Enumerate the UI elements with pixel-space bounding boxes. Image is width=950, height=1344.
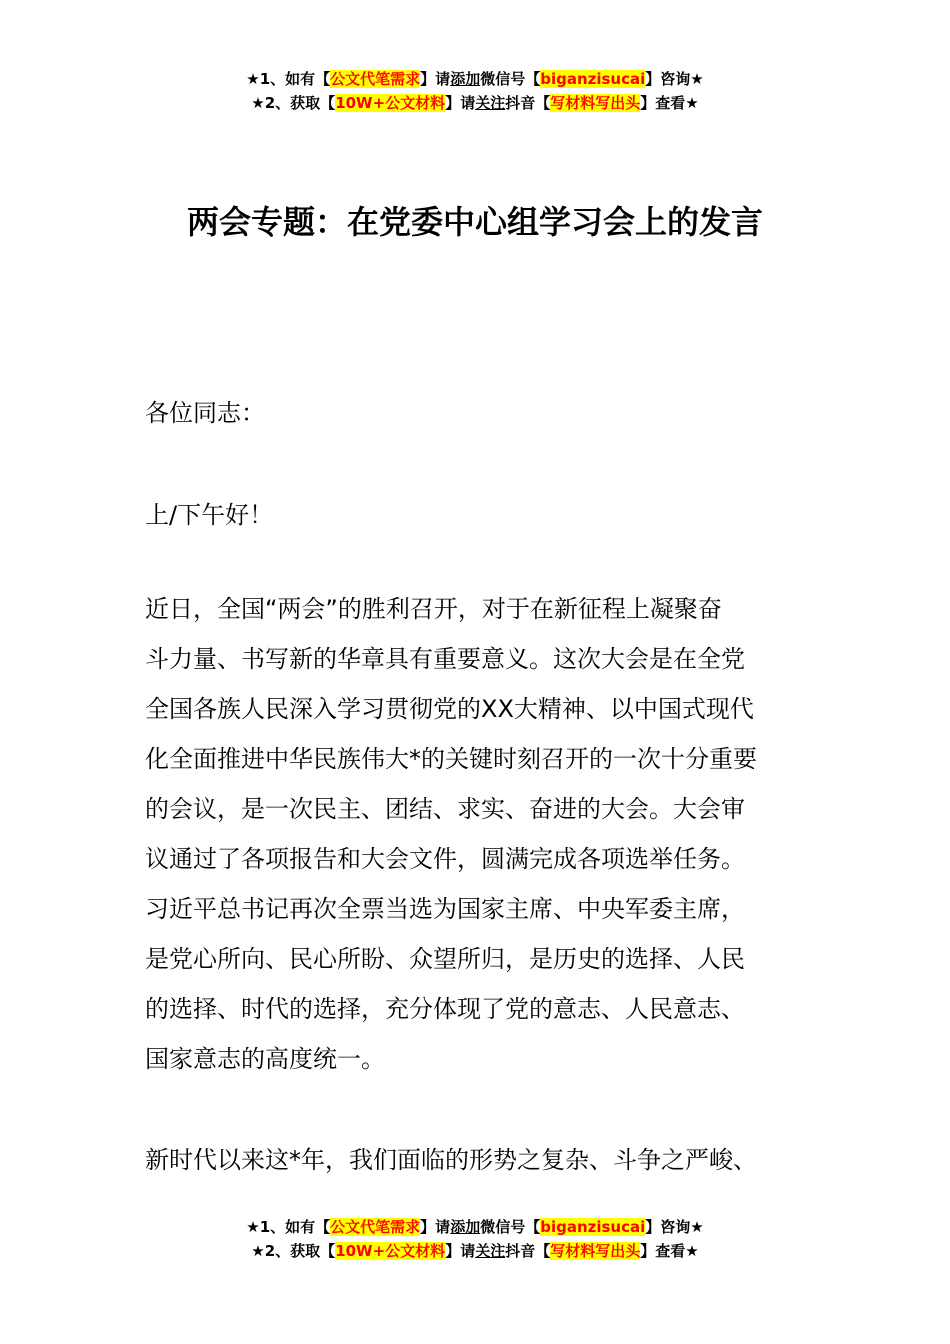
top-banner <box>0 67 950 115</box>
banner-text: 】请 <box>420 70 451 88</box>
document-title: 两会专题：在党委中心组学习会上的发言 <box>186 203 763 241</box>
banner-highlight: 写材料写出头 <box>550 1242 641 1260</box>
banner-line-1 <box>0 67 950 91</box>
banner-highlight: biganzisucai <box>540 70 646 88</box>
paragraph-line: 习近平总书记再次全票当选为国家主席、中央军委主席， <box>145 895 745 923</box>
paragraph-line: 近日，全国“两会”的胜利召开，对于在新征程上凝聚奋 <box>145 595 722 623</box>
paragraph-line: 斗力量、书写新的华章具有重要意义。这次大会是在全党 <box>145 645 745 673</box>
bottom-banner <box>0 1215 950 1263</box>
banner-text: 微信号【 <box>480 70 541 88</box>
banner-text: ★1、如有【 <box>246 1218 331 1236</box>
banner-text: ★2、获取【 <box>251 94 336 112</box>
banner-underlined: 添加 <box>450 70 481 88</box>
paragraph-line: 国家意志的高度统一。 <box>145 1045 385 1073</box>
banner-underlined: 关注 <box>475 1242 506 1260</box>
banner-line-2 <box>0 91 950 115</box>
banner-underlined: 添加 <box>450 1218 481 1236</box>
greeting-text: 各位同志： <box>145 399 265 427</box>
paragraph-line: 议通过了各项报告和大会文件，圆满完成各项选举任务。 <box>145 845 745 873</box>
paragraph-2 <box>145 1135 810 1185</box>
banner-underlined: 关注 <box>475 94 506 112</box>
paragraph-line: 全国各族人民深入学习贯彻党的XX大精神、以中国式现代 <box>145 695 754 723</box>
banner-line-1 <box>0 1215 950 1239</box>
banner-highlight: 公文代笔需求 <box>330 70 421 88</box>
banner-text: 】咨询★ <box>645 1218 704 1236</box>
banner-highlight: 公文代笔需求 <box>330 1218 421 1236</box>
banner-text: 】咨询★ <box>645 70 704 88</box>
salutation-text: 上/下午好！ <box>145 501 274 529</box>
banner-text: 】查看★ <box>640 94 699 112</box>
banner-text: 微信号【 <box>480 1218 541 1236</box>
banner-text: 】请 <box>445 1242 476 1260</box>
banner-text: 】请 <box>445 94 476 112</box>
banner-text: 】请 <box>420 1218 451 1236</box>
banner-highlight: 10W+公文材料 <box>335 1242 446 1260</box>
greeting <box>145 388 810 438</box>
paragraph-line: 是党心所向、民心所盼、众望所归，是历史的选择、人民 <box>145 945 745 973</box>
banner-text: 抖音【 <box>505 1242 551 1260</box>
banner-highlight: biganzisucai <box>540 1218 646 1236</box>
paragraph-line: 化全面推进中华民族伟大*的关键时刻召开的一次十分重要 <box>145 745 757 773</box>
banner-highlight: 写材料写出头 <box>550 94 641 112</box>
paragraph-line: 新时代以来这*年，我们面临的形势之复杂、斗争之严峻、 <box>145 1146 757 1174</box>
paragraph-1 <box>145 584 810 1084</box>
paragraph-line: 的选择、时代的选择，充分体现了党的意志、人民意志、 <box>145 995 745 1023</box>
banner-line-2 <box>0 1239 950 1263</box>
paragraph-line: 的会议，是一次民主、团结、求实、奋进的大会。大会审 <box>145 795 745 823</box>
banner-text: 】查看★ <box>640 1242 699 1260</box>
banner-text: 抖音【 <box>505 94 551 112</box>
salutation <box>145 490 810 540</box>
banner-text: ★1、如有【 <box>246 70 331 88</box>
banner-highlight: 10W+公文材料 <box>335 94 446 112</box>
banner-text: ★2、获取【 <box>251 1242 336 1260</box>
